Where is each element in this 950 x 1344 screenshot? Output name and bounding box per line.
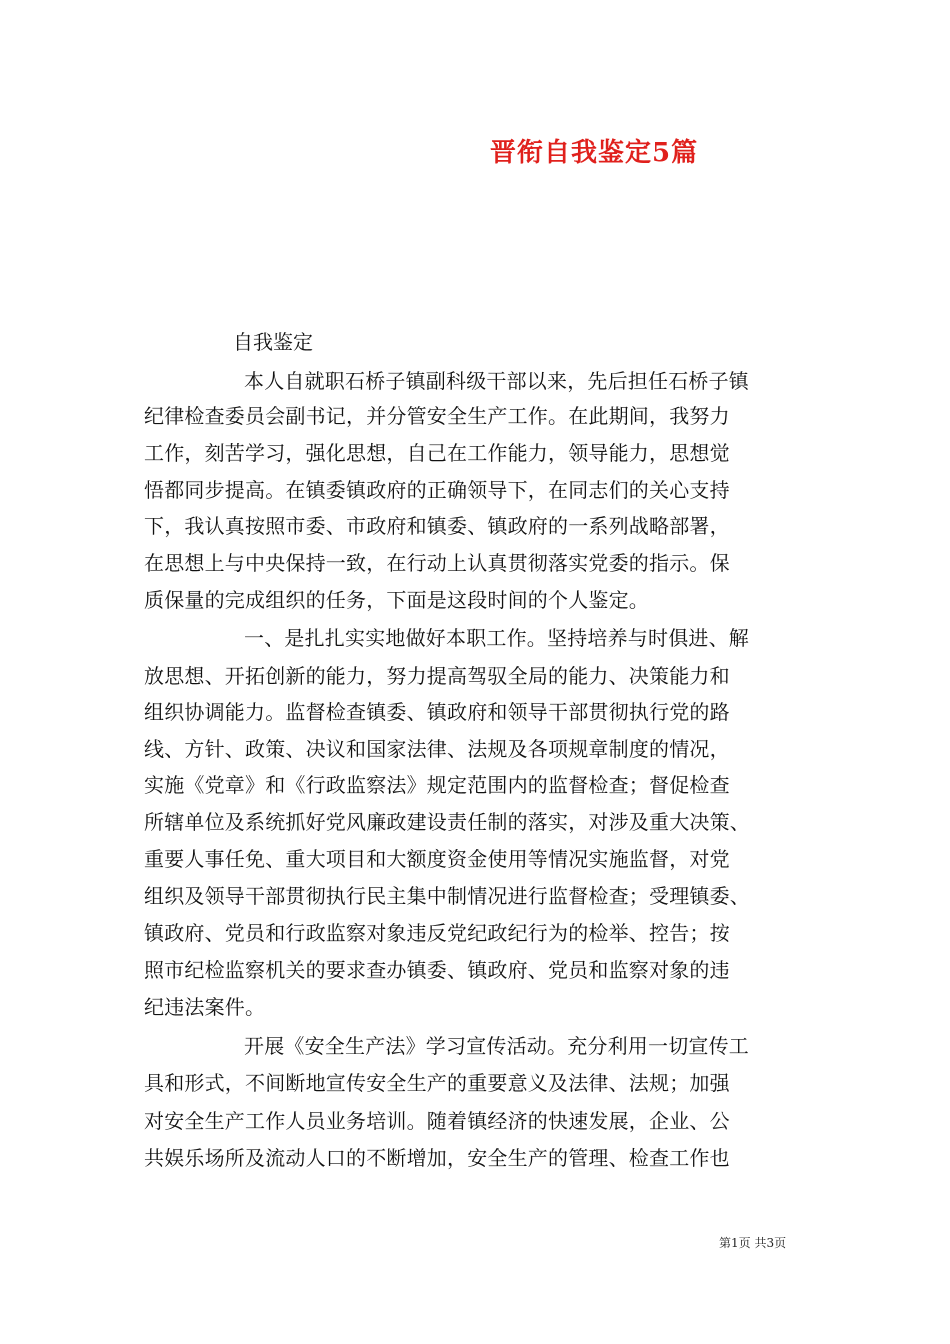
body-line: 纪律检查委员会副书记，并分管安全生产工作。在此期间，我努力 bbox=[144, 404, 730, 428]
body-line: 照市纪检监察机关的要求查办镇委、镇政府、党员和监察对象的违 bbox=[144, 958, 730, 982]
body-line: 工作，刻苦学习，强化思想，自己在工作能力，领导能力，思想觉 bbox=[144, 441, 730, 465]
body-line: 镇政府、党员和行政监察对象违反党纪政纪行为的检举、控告；按 bbox=[144, 921, 730, 945]
body-line: 开展《安全生产法》学习宣传活动。充分利用一切宣传工 bbox=[244, 1034, 749, 1058]
body-line: 组织协调能力。监督检查镇委、镇政府和领导干部贯彻执行党的路 bbox=[144, 700, 730, 724]
document-title: 晋衔自我鉴定5篇 bbox=[490, 138, 699, 168]
body-line: 质保量的完成组织的任务，下面是这段时间的个人鉴定。 bbox=[144, 588, 649, 612]
body-line: 下，我认真按照市委、市政府和镇委、镇政府的一系列战略部署， bbox=[144, 514, 730, 538]
body-line: 组织及领导干部贯彻执行民主集中制情况进行监督检查；受理镇委、 bbox=[144, 884, 750, 908]
body-line: 本人自就职石桥子镇副科级干部以来，先后担任石桥子镇 bbox=[244, 369, 749, 393]
section-heading: 自我鉴定 bbox=[233, 330, 313, 354]
body-line: 所辖单位及系统抓好党风廉政建设责任制的落实，对涉及重大决策、 bbox=[144, 810, 750, 834]
body-line: 悟都同步提高。在镇委镇政府的正确领导下，在同志们的关心支持 bbox=[144, 478, 730, 502]
body-line: 在思想上与中央保持一致，在行动上认真贯彻落实党委的指示。保 bbox=[144, 551, 730, 575]
body-line: 共娱乐场所及流动人口的不断增加，安全生产的管理、检查工作也 bbox=[144, 1146, 730, 1170]
page-footer: 第1页 共3页 bbox=[719, 1236, 787, 1250]
body-line: 实施《党章》和《行政监察法》规定范围内的监督检查；督促检查 bbox=[144, 773, 730, 797]
body-line: 一、是扎扎实实地做好本职工作。坚持培养与时俱进、解 bbox=[244, 626, 749, 650]
body-line: 重要人事任免、重大项目和大额度资金使用等情况实施监督，对党 bbox=[144, 847, 730, 871]
body-line: 线、方针、政策、决议和国家法律、法规及各项规章制度的情况， bbox=[144, 737, 730, 761]
body-line: 纪违法案件。 bbox=[144, 995, 266, 1019]
body-line: 对安全生产工作人员业务培训。随着镇经济的快速发展，企业、公 bbox=[144, 1109, 730, 1133]
body-line: 具和形式，不间断地宣传安全生产的重要意义及法律、法规；加强 bbox=[144, 1071, 730, 1095]
body-line: 放思想、开拓创新的能力，努力提高驾驭全局的能力、决策能力和 bbox=[144, 664, 730, 688]
